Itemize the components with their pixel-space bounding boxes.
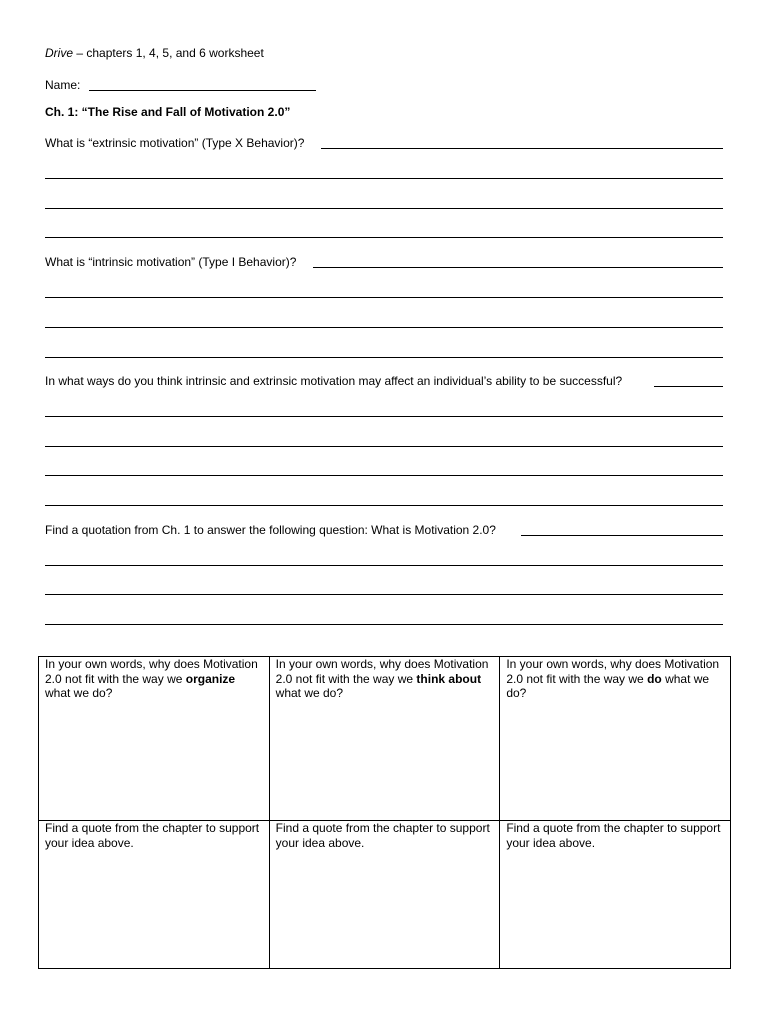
answer-line[interactable] — [45, 624, 723, 625]
answer-line[interactable] — [45, 237, 723, 238]
question-success: In what ways do you think intrinsic and extrinsic motivation may affect an individual’s ability to be successful? — [45, 374, 623, 388]
book-title: Drive — [45, 46, 74, 60]
table-row — [39, 821, 731, 969]
response-table — [38, 656, 731, 969]
cell-keyword: organize — [185, 671, 236, 686]
answer-line[interactable] — [45, 297, 723, 298]
cell-prompt: Find a quote from the chapter to support your idea above. — [275, 821, 490, 850]
answer-line[interactable] — [313, 267, 723, 268]
answer-line[interactable] — [521, 535, 723, 536]
table-cell-quote[interactable] — [500, 821, 731, 969]
cell-prompt-end: what we do? — [275, 686, 344, 700]
cell-keyword: think about — [416, 671, 482, 686]
chapter-heading: Ch. 1: “The Rise and Fall of Motivation 2.0” — [45, 105, 291, 119]
question-quotation: Find a quotation from Ch. 1 to answer the following question: What is Motivation 2.0? — [45, 523, 496, 537]
question-extrinsic: What is “extrinsic motivation” (Type X Behavior)? — [45, 136, 305, 150]
answer-line[interactable] — [321, 148, 723, 149]
cell-prompt: Find a quote from the chapter to support your idea above. — [45, 821, 260, 850]
name-label: Name: — [45, 78, 81, 92]
table-row — [39, 657, 731, 821]
answer-line[interactable] — [45, 475, 723, 476]
answer-line[interactable] — [45, 594, 723, 595]
cell-prompt: In your own words, why does Motivation 2.0 not fit with the way we — [45, 657, 258, 686]
answer-line[interactable] — [45, 446, 723, 447]
question-intrinsic: What is “intrinsic motivation” (Type I Behavior)? — [45, 255, 297, 269]
cell-keyword: do — [647, 671, 662, 686]
table-cell-do[interactable] — [500, 657, 731, 821]
worksheet-title — [45, 46, 264, 60]
cell-prompt-end: what we do? — [506, 671, 710, 700]
cell-prompt: In your own words, why does Motivation 2.0 not fit with the way we — [275, 657, 489, 686]
cell-prompt-end: what we do? — [45, 686, 113, 700]
answer-line[interactable] — [45, 208, 723, 209]
cell-prompt: Find a quote from the chapter to support your idea above. — [506, 821, 721, 850]
answer-line[interactable] — [45, 178, 723, 179]
answer-line[interactable] — [45, 565, 723, 566]
table-cell-quote[interactable] — [269, 821, 500, 969]
answer-line[interactable] — [45, 505, 723, 506]
cell-prompt: In your own words, why does Motivation 2.0 not fit with the way we — [506, 657, 720, 686]
answer-line[interactable] — [45, 416, 723, 417]
table-cell-think-about[interactable] — [269, 657, 500, 821]
answer-line[interactable] — [654, 386, 723, 387]
table-cell-organize[interactable] — [39, 657, 270, 821]
name-field[interactable] — [89, 90, 316, 91]
table-cell-quote[interactable] — [39, 821, 270, 969]
title-subtitle: – chapters 1, 4, 5, and 6 worksheet — [73, 46, 264, 60]
answer-line[interactable] — [45, 327, 723, 328]
answer-line[interactable] — [45, 357, 723, 358]
